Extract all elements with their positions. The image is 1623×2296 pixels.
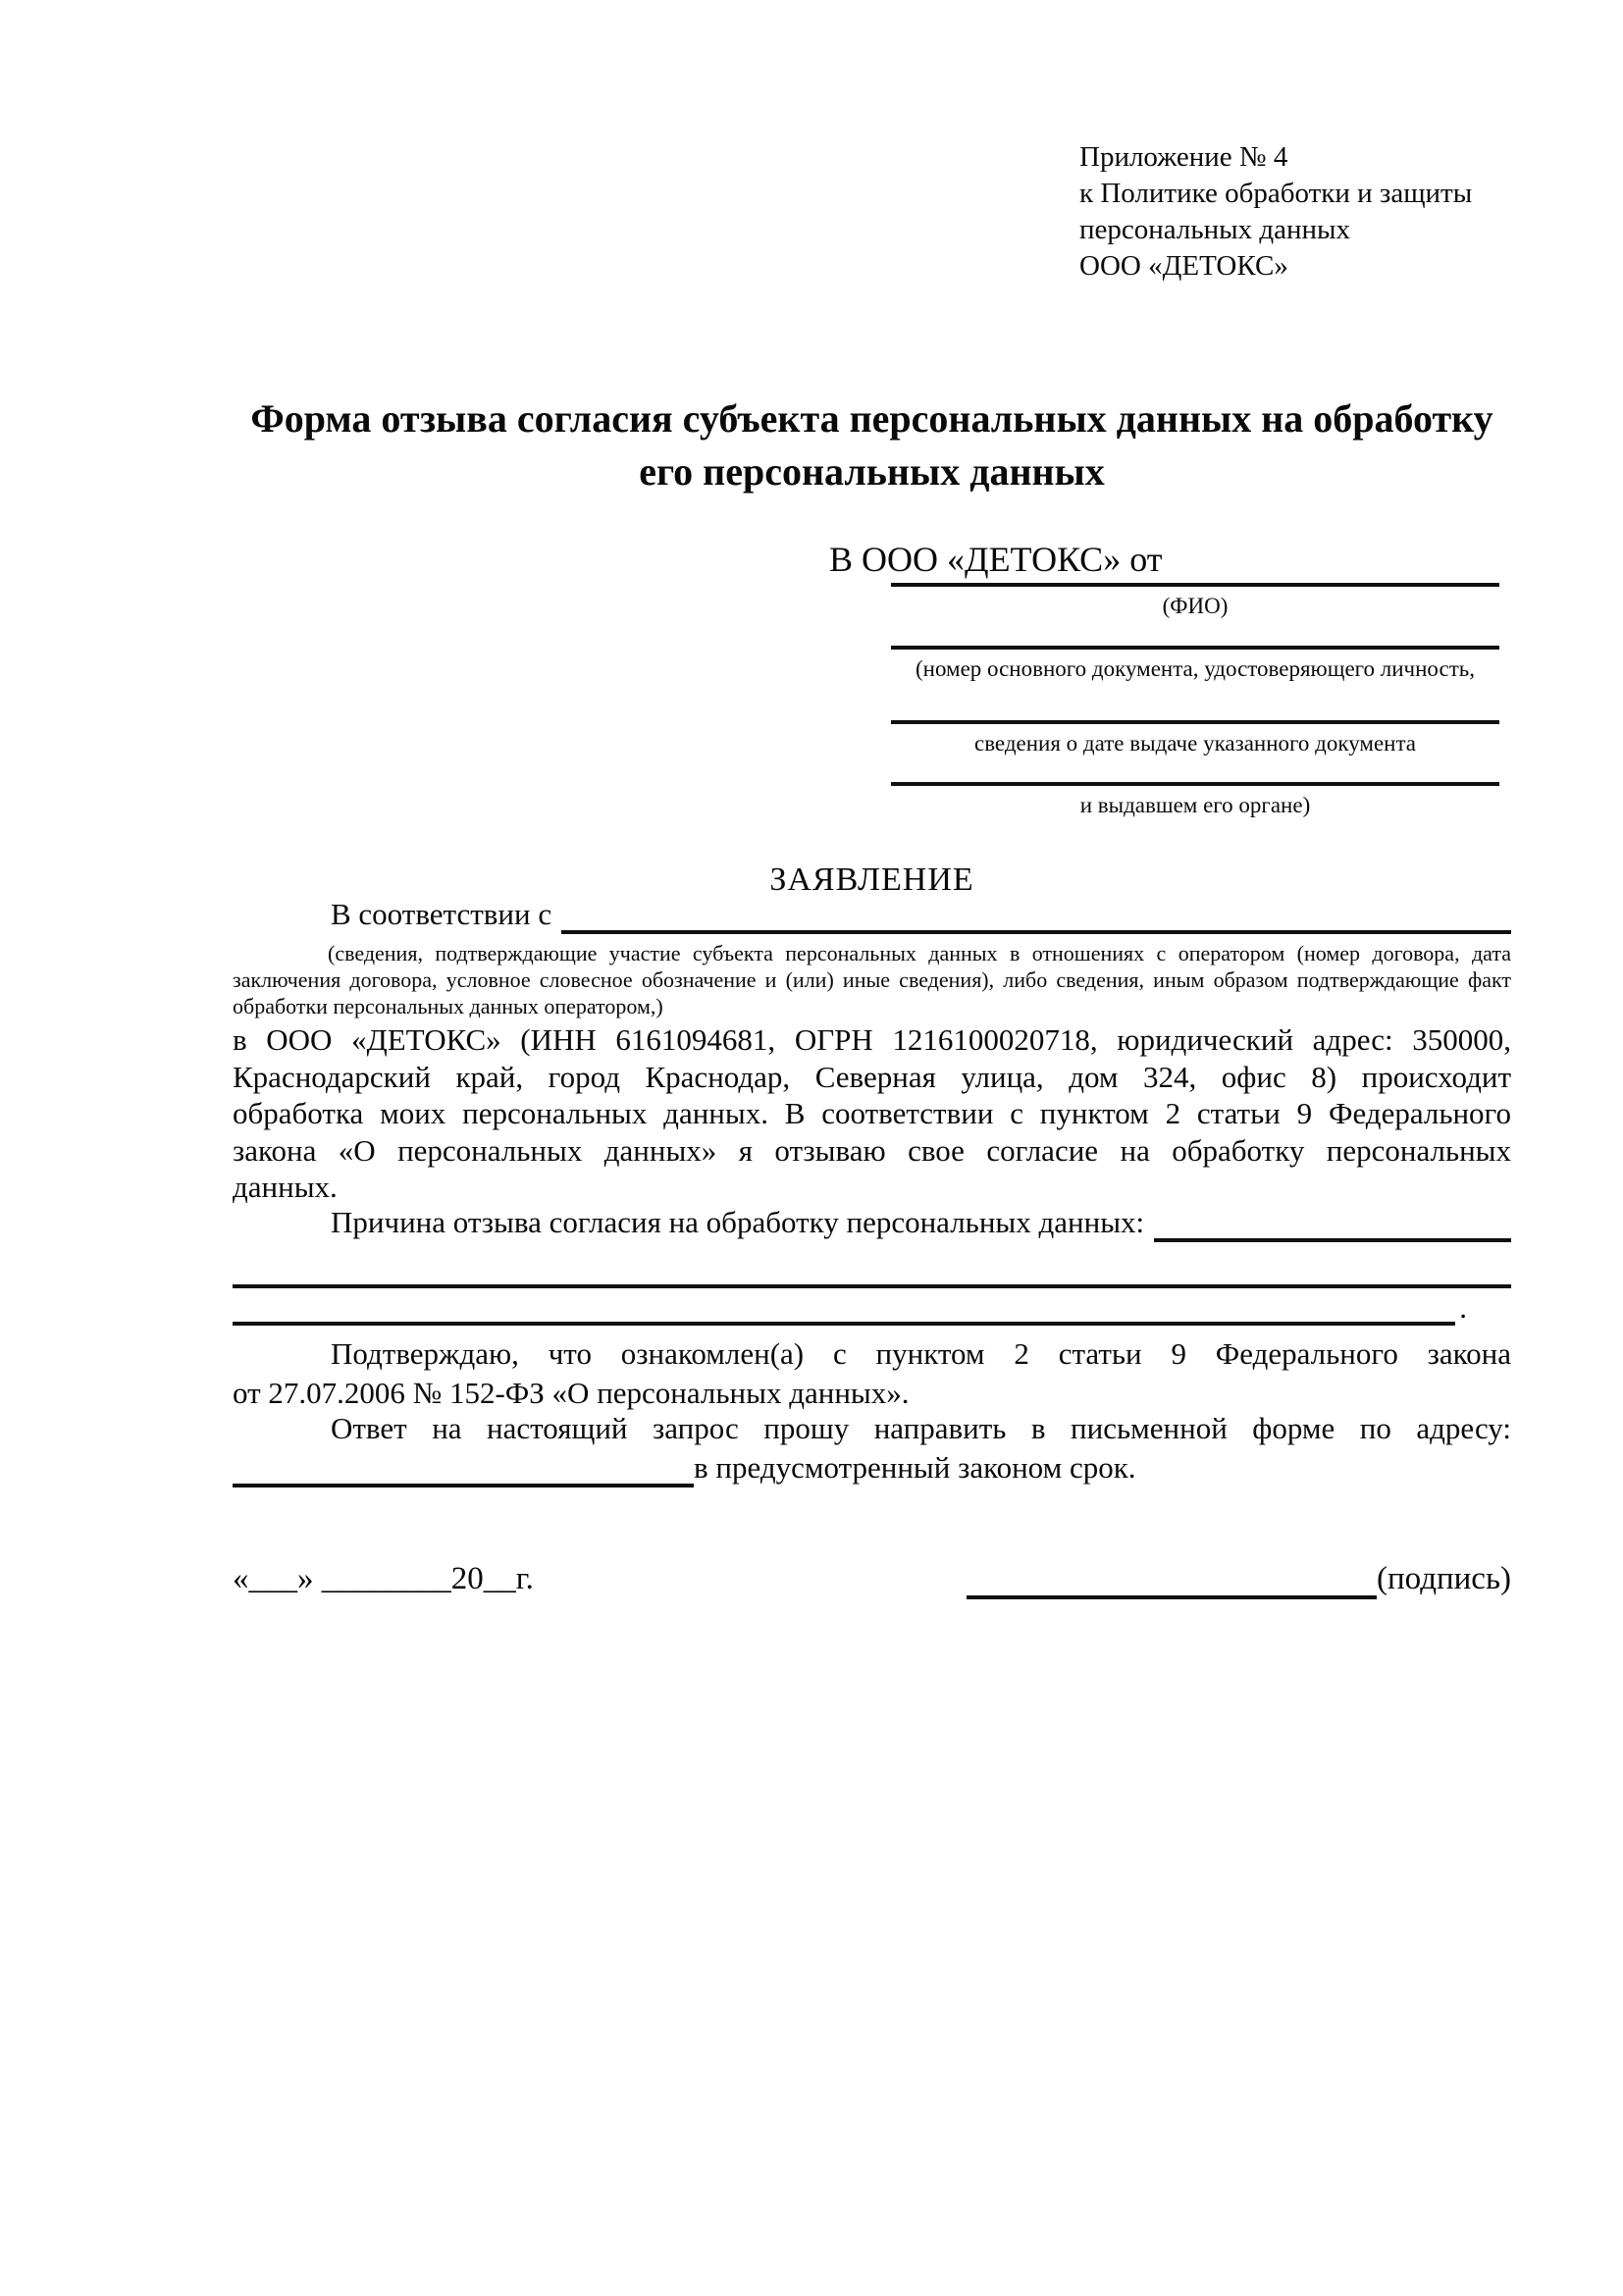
- text-line: закона «О персональных данных» я отзываю свое согласие на обработку персональных: [233, 1132, 1511, 1168]
- text-line: в ООО «ДЕТОКС» (ИНН 6161094681, ОГРН 1216100020718, юридический адрес: 350000,: [233, 1022, 1511, 1057]
- reason-label: Причина отзыва согласия на обработку персональных данных:: [331, 1205, 1145, 1239]
- text-line: к Политике обработки и защиты: [1079, 178, 1473, 209]
- text-line: от 27.07.2006 № 152-ФЗ «О персональных данных».: [233, 1376, 910, 1410]
- reason-blank-line[interactable]: [1154, 1205, 1511, 1242]
- intro-lead-text: В соответствии с: [331, 897, 552, 931]
- appendix-header-block: [1079, 139, 1531, 285]
- reply-address-blank-line[interactable]: [233, 1450, 694, 1487]
- footer-row: [233, 1558, 1511, 1599]
- issue-date-blank-line[interactable]: [891, 720, 1499, 724]
- issue-date-caption: сведения о дате выдаче указанного документа: [973, 731, 1417, 756]
- text-line: Приложение № 4: [1079, 141, 1288, 173]
- reason-continuation-row-2: [233, 1290, 1467, 1326]
- trailing-period: .: [1459, 1290, 1467, 1325]
- issuing-authority-blank-line[interactable]: [891, 782, 1499, 786]
- document-number-caption: (номер основного документа, удостоверяющего личность,: [915, 656, 1475, 681]
- text-line: Краснодарский край, город Краснодар, Северная улица, дом 324, офис 8) происходит: [233, 1059, 1511, 1094]
- statement-heading: ЗАЯВЛЕНИЕ: [769, 861, 974, 898]
- document-title: [233, 392, 1511, 498]
- text-line: (сведения, подтверждающие участие субъекта персональных данных в отношениях с оператором (номер договора, дата: [328, 941, 1511, 965]
- reason-continuation-blank-line-2[interactable]: [233, 1292, 1455, 1326]
- text-line: его персональных данных: [639, 449, 1105, 494]
- reason-continuation-blank-line-1[interactable]: [233, 1284, 1511, 1288]
- reply-paragraph: [233, 1409, 1511, 1448]
- reply-address-row: [233, 1448, 1511, 1487]
- date-blank[interactable]: «___» ________20__г.: [233, 1561, 534, 1596]
- fio-caption: (ФИО): [1162, 594, 1229, 618]
- text-line: заключения договора, условное словесное обозначение и (или) иные сведения), либо сведения, иным образом подтверждающие факт: [233, 967, 1511, 992]
- reply-tail-text: в предусмотренный законом срок.: [694, 1450, 1136, 1485]
- text-line: Ответ на настоящий запрос прошу направить в письменной форме по адресу:: [331, 1411, 1511, 1445]
- signature-blank-line[interactable]: [967, 1562, 1377, 1599]
- text-line: данных.: [233, 1170, 338, 1204]
- signature-caption: (подпись): [1377, 1561, 1511, 1596]
- fio-blank-line[interactable]: [891, 583, 1499, 587]
- explanatory-note: [233, 940, 1511, 1019]
- reason-row: [233, 1203, 1511, 1242]
- text-line: Форма отзыва согласия субъекта персональных данных на обработку: [250, 396, 1493, 441]
- document-number-blank-line[interactable]: [891, 646, 1499, 650]
- text-line: Подтверждаю, что ознакомлен(а) с пунктом 2 статьи 9 Федерального закона: [331, 1336, 1511, 1371]
- intro-blank-line[interactable]: [561, 897, 1511, 934]
- text-line: персональных данных: [1079, 214, 1351, 245]
- text-line: ООО «ДЕТОКС»: [1079, 250, 1288, 282]
- text-line: обработка моих персональных данных. В соответствии с пунктом 2 статьи 9 Федерального: [233, 1096, 1511, 1130]
- issuing-authority-caption: и выдавшем его органе): [1079, 793, 1311, 817]
- addressee-label: В ООО «ДЕТОКС» от: [829, 540, 1163, 579]
- text-line: обработки персональных данных оператором,): [233, 994, 663, 1018]
- intro-row: [233, 895, 1511, 934]
- body-paragraph: [233, 1021, 1511, 1206]
- confirmation-paragraph: [233, 1334, 1511, 1413]
